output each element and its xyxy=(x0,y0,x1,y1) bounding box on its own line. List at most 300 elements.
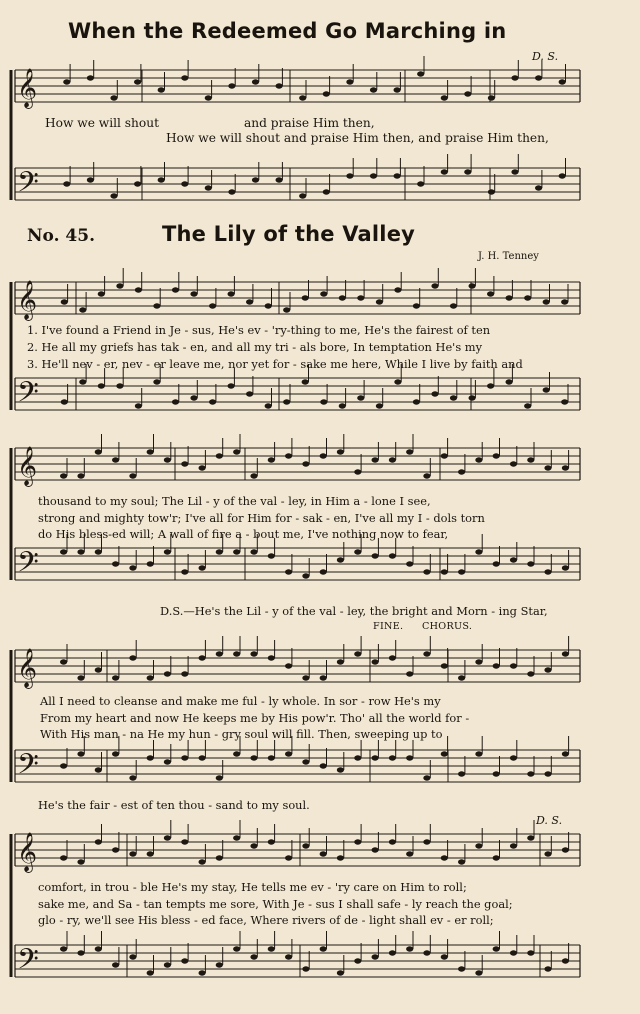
note-head xyxy=(458,675,465,680)
note-head xyxy=(129,565,136,570)
verse3-line4: glo - ry, we'll see His bless - ed face, Where rivers of de - light shall ev - er roll; xyxy=(38,913,494,927)
note-head xyxy=(394,87,401,92)
note-head xyxy=(376,403,383,408)
note-head xyxy=(129,851,136,856)
verse2-line2: strong and mighty tow'r; I've all for Him for - sak - en, I've all my I - dols torn xyxy=(38,511,485,525)
note-head xyxy=(95,839,102,844)
note-head xyxy=(181,839,188,844)
note-head xyxy=(372,659,379,664)
note-head xyxy=(129,473,136,478)
note-head xyxy=(95,946,102,951)
note-head xyxy=(354,549,361,554)
note-head xyxy=(77,675,84,680)
note-head xyxy=(417,71,424,76)
note-head xyxy=(562,651,569,656)
note-head xyxy=(60,659,67,664)
note-head xyxy=(431,391,438,396)
note-head xyxy=(61,299,68,304)
note-head xyxy=(464,91,471,96)
note-head xyxy=(164,671,171,676)
note-head xyxy=(209,303,216,308)
note-head xyxy=(116,383,123,388)
note-head xyxy=(510,950,517,955)
note-head xyxy=(172,399,179,404)
note-head xyxy=(199,755,206,760)
verse1-line2: thousand to my soul; The Lil - y of the val - ley, in Him a - lone I see, xyxy=(38,494,431,508)
note-head xyxy=(112,751,119,756)
note-head xyxy=(276,177,283,182)
note-head xyxy=(487,291,494,296)
note-head xyxy=(205,185,212,190)
note-head xyxy=(475,751,482,756)
note-head xyxy=(510,755,517,760)
note-head xyxy=(246,391,253,396)
note-head xyxy=(506,379,513,384)
note-head xyxy=(488,95,495,100)
note-head xyxy=(302,966,309,971)
note-head xyxy=(164,759,171,764)
note-head xyxy=(283,307,290,312)
note-head xyxy=(60,473,67,478)
note-head xyxy=(320,946,327,951)
note-head xyxy=(493,946,500,951)
note-head xyxy=(164,549,171,554)
note-head xyxy=(302,675,309,680)
note-head xyxy=(544,771,551,776)
note-head xyxy=(190,291,197,296)
hymn-number: No. 45. xyxy=(27,226,95,246)
bass-clef-icon: 𝄢 xyxy=(17,943,39,983)
note-head xyxy=(469,283,476,288)
note-head xyxy=(87,177,94,182)
note-head xyxy=(561,399,568,404)
note-head xyxy=(250,473,257,478)
note-head xyxy=(320,399,327,404)
note-head xyxy=(199,565,206,570)
note-head xyxy=(464,169,471,174)
note-head xyxy=(216,453,223,458)
note-head xyxy=(233,835,240,840)
note-head xyxy=(129,954,136,959)
note-head xyxy=(98,383,105,388)
fine-mark: FINE. xyxy=(373,621,404,632)
note-head xyxy=(441,751,448,756)
note-head xyxy=(302,461,309,466)
note-head xyxy=(252,177,259,182)
note-head xyxy=(354,958,361,963)
verse3-line2: do His bless-ed will; A wall of fire a - bout me, I've nothing now to fear, xyxy=(38,527,449,541)
note-head xyxy=(441,169,448,174)
note-head xyxy=(493,453,500,458)
chorus-mark: CHORUS. xyxy=(422,621,473,632)
note-head xyxy=(285,569,292,574)
note-head xyxy=(265,303,272,308)
note-head xyxy=(510,557,517,562)
note-head xyxy=(320,569,327,574)
ds-refrain-line-2: He's the fair - est of ten thou - sand to my soul. xyxy=(38,798,310,812)
note-head xyxy=(60,946,67,951)
note-head xyxy=(450,395,457,400)
note-head xyxy=(527,950,534,955)
note-head xyxy=(527,457,534,462)
hymn1-lyric-2: and praise Him then, xyxy=(244,116,375,130)
note-head xyxy=(228,383,235,388)
note-head xyxy=(112,457,119,462)
composer-credit: J. H. Tenney xyxy=(478,251,539,262)
note-head xyxy=(199,465,206,470)
hymn2-ds-mark: D. S. xyxy=(536,814,563,827)
note-head xyxy=(543,387,550,392)
note-head xyxy=(79,379,86,384)
note-head xyxy=(233,651,240,656)
note-head xyxy=(77,751,84,756)
note-head xyxy=(389,950,396,955)
note-head xyxy=(346,173,353,178)
note-head xyxy=(129,775,136,780)
treble-clef-icon: 𝄞 xyxy=(17,446,38,486)
note-head xyxy=(228,189,235,194)
note-head xyxy=(302,379,309,384)
note-head xyxy=(116,283,123,288)
note-head xyxy=(562,751,569,756)
note-head xyxy=(233,946,240,951)
hymn1-lyric-3: How we will shout and praise Him then, and praise Him then, xyxy=(166,131,549,145)
note-head xyxy=(199,859,206,864)
verse3-line1: 3. He'll nev - er, nev - er leave me, nor yet for - sake me here, While I live by faith and xyxy=(27,357,523,371)
note-head xyxy=(544,465,551,470)
note-head xyxy=(406,946,413,951)
note-head xyxy=(493,561,500,566)
bass-clef-icon: 𝄢 xyxy=(17,748,39,788)
hymn1-title: When the Redeemed Go Marching in xyxy=(68,19,507,43)
note-head xyxy=(147,561,154,566)
note-head xyxy=(147,675,154,680)
note-head xyxy=(389,755,396,760)
verse2-line1: 2. He all my griefs has tak - en, and all my tri - als bore, In temptation He's my xyxy=(27,340,483,354)
note-head xyxy=(406,561,413,566)
note-head xyxy=(475,549,482,554)
note-head xyxy=(283,399,290,404)
note-head xyxy=(337,855,344,860)
note-head xyxy=(276,83,283,88)
note-head xyxy=(544,851,551,856)
note-head xyxy=(372,954,379,959)
note-head xyxy=(181,181,188,186)
note-head xyxy=(535,75,542,80)
note-head xyxy=(181,671,188,676)
note-head xyxy=(511,169,518,174)
note-head xyxy=(135,287,142,292)
note-head xyxy=(372,847,379,852)
note-head xyxy=(181,958,188,963)
note-head xyxy=(209,399,216,404)
note-head xyxy=(354,469,361,474)
note-head xyxy=(423,950,430,955)
note-head xyxy=(77,473,84,478)
note-head xyxy=(164,962,171,967)
note-head xyxy=(110,95,117,100)
note-head xyxy=(376,299,383,304)
verse1-line1: 1. I've found a Friend in Je - sus, He's ev - 'ry-thing to me, He's the fairest of ten xyxy=(27,323,491,337)
note-head xyxy=(164,835,171,840)
note-head xyxy=(285,453,292,458)
note-head xyxy=(181,75,188,80)
note-head xyxy=(389,457,396,462)
note-head xyxy=(543,299,550,304)
note-head xyxy=(458,771,465,776)
note-head xyxy=(413,303,420,308)
note-head xyxy=(370,173,377,178)
note-head xyxy=(250,954,257,959)
note-head xyxy=(370,87,377,92)
note-head xyxy=(60,855,67,860)
hymn1-ds-mark: D. S. xyxy=(532,50,559,63)
verse3-line3: With His man - na He my hun - gry soul will fill. Then, sweeping up to xyxy=(40,727,443,741)
note-head xyxy=(147,851,154,856)
note-head xyxy=(320,291,327,296)
note-head xyxy=(77,859,84,864)
note-head xyxy=(250,651,257,656)
treble-clef-icon: 𝄞 xyxy=(17,648,38,688)
note-head xyxy=(190,395,197,400)
note-head xyxy=(372,457,379,462)
treble-clef-icon: 𝄞 xyxy=(17,280,38,320)
note-head xyxy=(562,847,569,852)
note-head xyxy=(181,569,188,574)
note-head xyxy=(559,79,566,84)
note-head xyxy=(389,839,396,844)
note-head xyxy=(205,95,212,100)
note-head xyxy=(252,79,259,84)
note-head xyxy=(488,189,495,194)
note-head xyxy=(79,307,86,312)
note-head xyxy=(506,295,513,300)
note-head xyxy=(357,295,364,300)
note-head xyxy=(406,671,413,676)
note-head xyxy=(233,751,240,756)
note-head xyxy=(535,185,542,190)
note-head xyxy=(493,855,500,860)
note-head xyxy=(562,565,569,570)
note-head xyxy=(527,671,534,676)
note-head xyxy=(60,549,67,554)
note-head xyxy=(339,403,346,408)
note-head xyxy=(475,843,482,848)
bass-clef-icon: 𝄢 xyxy=(17,546,39,586)
note-head xyxy=(299,95,306,100)
verse1-line3: All I need to cleanse and make me ful - ly whole. In sor - row He's my xyxy=(40,694,441,708)
note-head xyxy=(354,651,361,656)
note-head xyxy=(431,283,438,288)
note-head xyxy=(95,767,102,772)
note-head xyxy=(147,755,154,760)
note-head xyxy=(87,75,94,80)
note-head xyxy=(95,449,102,454)
note-head xyxy=(265,403,272,408)
note-head xyxy=(250,549,257,554)
note-head xyxy=(339,295,346,300)
note-head xyxy=(524,403,531,408)
note-head xyxy=(134,79,141,84)
note-head xyxy=(246,299,253,304)
note-head xyxy=(423,839,430,844)
note-head xyxy=(158,87,165,92)
note-head xyxy=(510,461,517,466)
note-head xyxy=(110,193,117,198)
note-head xyxy=(320,675,327,680)
note-head xyxy=(423,775,430,780)
note-head xyxy=(172,287,179,292)
note-head xyxy=(302,843,309,848)
note-head xyxy=(181,755,188,760)
note-head xyxy=(228,291,235,296)
note-head xyxy=(527,771,534,776)
note-head xyxy=(216,549,223,554)
note-head xyxy=(112,962,119,967)
bass-clef-icon: 𝄢 xyxy=(17,166,39,206)
note-head xyxy=(216,775,223,780)
note-head xyxy=(63,181,70,186)
note-head xyxy=(216,651,223,656)
note-head xyxy=(216,962,223,967)
note-head xyxy=(354,839,361,844)
note-head xyxy=(346,79,353,84)
hymn1-lyric-1: How we will shout xyxy=(45,116,159,130)
note-head xyxy=(544,667,551,672)
note-head xyxy=(337,767,344,772)
note-head xyxy=(77,549,84,554)
note-head xyxy=(302,573,309,578)
ds-refrain-line: D.S.—He's the Lil - y of the val - ley, the bright and Morn - ing Star, xyxy=(160,604,548,618)
note-head xyxy=(181,461,188,466)
note-head xyxy=(285,751,292,756)
note-head xyxy=(406,755,413,760)
treble-clef-icon: 𝄞 xyxy=(17,832,38,872)
note-head xyxy=(323,91,330,96)
bass-clef-icon: 𝄢 xyxy=(17,376,39,416)
note-head xyxy=(233,449,240,454)
note-head xyxy=(475,659,482,664)
note-head xyxy=(544,569,551,574)
note-head xyxy=(394,287,401,292)
note-head xyxy=(450,303,457,308)
verse2-line3: From my heart and now He keeps me by His pow'r. Tho' all the world for - xyxy=(40,711,470,725)
note-head xyxy=(135,403,142,408)
note-head xyxy=(394,379,401,384)
note-head xyxy=(544,966,551,971)
note-head xyxy=(493,771,500,776)
note-head xyxy=(302,295,309,300)
note-head xyxy=(417,181,424,186)
note-head xyxy=(216,855,223,860)
note-head xyxy=(95,549,102,554)
note-head xyxy=(441,954,448,959)
note-head xyxy=(394,173,401,178)
note-head xyxy=(559,173,566,178)
note-head xyxy=(60,763,67,768)
note-head xyxy=(458,469,465,474)
note-head xyxy=(487,383,494,388)
note-head xyxy=(372,755,379,760)
note-head xyxy=(337,557,344,562)
note-head xyxy=(299,193,306,198)
note-head xyxy=(475,970,482,975)
verse1-line4: comfort, in trou - ble He's my stay, He tells me ev - 'ry care on Him to roll; xyxy=(38,880,467,894)
note-head xyxy=(199,655,206,660)
note-head xyxy=(441,663,448,668)
note-head xyxy=(389,553,396,558)
note-head xyxy=(441,569,448,574)
note-head xyxy=(323,189,330,194)
note-head xyxy=(510,843,517,848)
note-head xyxy=(337,449,344,454)
note-head xyxy=(98,291,105,296)
note-head xyxy=(441,855,448,860)
note-head xyxy=(233,549,240,554)
note-head xyxy=(63,79,70,84)
note-head xyxy=(77,950,84,955)
note-head xyxy=(285,855,292,860)
note-head xyxy=(134,181,141,186)
note-head xyxy=(413,399,420,404)
note-head xyxy=(268,553,275,558)
note-head xyxy=(112,561,119,566)
note-head xyxy=(527,561,534,566)
note-head xyxy=(458,569,465,574)
note-head xyxy=(441,453,448,458)
note-head xyxy=(561,299,568,304)
note-head xyxy=(337,970,344,975)
note-head xyxy=(475,457,482,462)
note-head xyxy=(129,655,136,660)
note-head xyxy=(147,970,154,975)
note-head xyxy=(389,655,396,660)
note-head xyxy=(423,651,430,656)
note-head xyxy=(423,473,430,478)
note-head xyxy=(153,379,160,384)
note-head xyxy=(372,553,379,558)
note-head xyxy=(406,851,413,856)
note-head xyxy=(112,675,119,680)
note-head xyxy=(112,847,119,852)
note-head xyxy=(562,958,569,963)
note-head xyxy=(250,755,257,760)
note-head xyxy=(423,569,430,574)
note-head xyxy=(95,667,102,672)
note-head xyxy=(406,449,413,454)
note-head xyxy=(199,970,206,975)
note-head xyxy=(562,465,569,470)
note-head xyxy=(285,663,292,668)
note-head xyxy=(268,457,275,462)
note-head xyxy=(61,399,68,404)
note-head xyxy=(493,663,500,668)
note-head xyxy=(164,457,171,462)
note-head xyxy=(147,449,154,454)
note-head xyxy=(354,755,361,760)
treble-clef-icon: 𝄞 xyxy=(17,68,38,108)
hymn2-title: The Lily of the Valley xyxy=(162,222,416,246)
note-head xyxy=(441,95,448,100)
note-head xyxy=(458,859,465,864)
note-head xyxy=(228,83,235,88)
note-head xyxy=(469,395,476,400)
note-head xyxy=(268,655,275,660)
note-head xyxy=(320,453,327,458)
note-head xyxy=(527,835,534,840)
note-head xyxy=(302,759,309,764)
note-head xyxy=(285,954,292,959)
